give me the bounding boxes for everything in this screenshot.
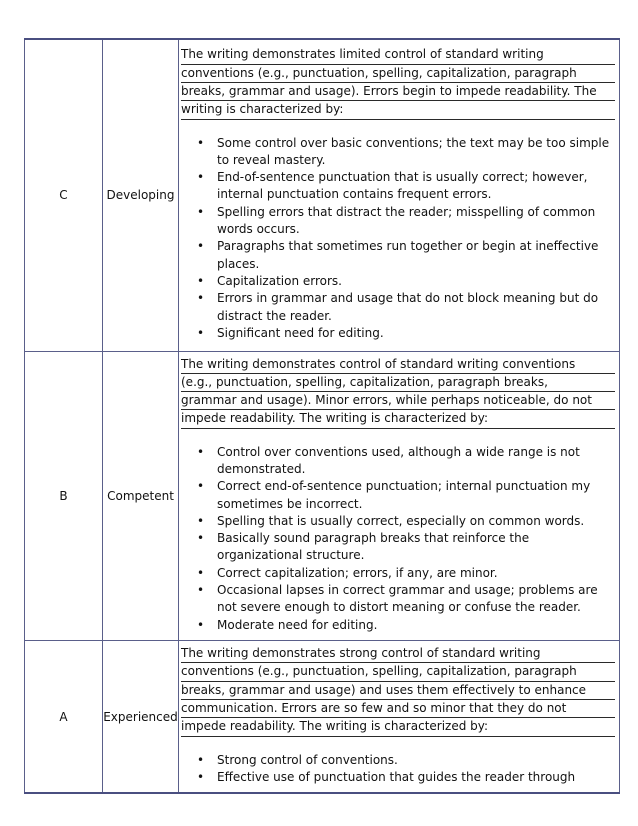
- intro-line: breaks, grammar and usage). Errors begin to impede readability. The: [181, 83, 615, 101]
- list-item-text: Basically sound paragraph breaks that reinforce the organizational structure.: [217, 531, 530, 563]
- list-item: [179, 582, 615, 617]
- list-item: [179, 273, 615, 290]
- bullet-icon: •: [197, 565, 205, 580]
- list-item-text: Strong control of conventions.: [217, 752, 398, 767]
- level-cell: Developing: [103, 39, 179, 351]
- bullet-icon: •: [197, 583, 205, 598]
- bullet-icon: •: [197, 239, 205, 254]
- rubric-row: [25, 640, 620, 793]
- list-item-text: Correct capitalization; errors, if any, are minor.: [217, 565, 498, 580]
- list-item: [179, 565, 615, 582]
- description-cell: [179, 351, 620, 640]
- list-item: [179, 513, 615, 530]
- bullet-icon: •: [197, 170, 205, 185]
- rubric-row: [25, 39, 620, 351]
- level-cell: Competent: [103, 351, 179, 640]
- bullet-icon: •: [197, 444, 205, 459]
- list-item: [179, 204, 615, 239]
- list-item-text: Moderate need for editing.: [217, 617, 378, 632]
- list-item: [179, 617, 615, 634]
- list-item-text: Spelling errors that distract the reader; misspelling of common words occurs.: [217, 204, 596, 237]
- bullet-icon: •: [197, 752, 205, 767]
- intro-line: writing is characterized by:: [181, 101, 615, 119]
- intro-line: communication. Errors are so few and so minor that they do not: [181, 700, 615, 718]
- description-intro: [179, 641, 619, 736]
- score-cell: C: [25, 39, 103, 351]
- bullet-icon: •: [197, 135, 205, 150]
- list-item-text: Significant need for editing.: [217, 325, 384, 340]
- intro-line: (e.g., punctuation, spelling, capitalization, paragraph breaks,: [181, 374, 615, 392]
- score-cell: A: [25, 640, 103, 793]
- description-cell: [179, 39, 620, 351]
- list-item-text: End-of-sentence punctuation that is usually correct; however, internal punctuation contains frequent errors.: [217, 170, 588, 202]
- intro-line: impede readability. The writing is characterized by:: [181, 718, 615, 736]
- level-cell: Experienced: [103, 640, 179, 793]
- list-item-text: Control over conventions used, although a wide range is not demonstrated.: [217, 444, 580, 476]
- intro-line: The writing demonstrates limited control of standard writing: [181, 46, 615, 64]
- rubric-page: [24, 38, 616, 787]
- list-item-text: Effective use of punctuation that guides the reader through: [217, 769, 576, 784]
- characteristics-list: [179, 752, 619, 793]
- list-item-text: Capitalization errors.: [217, 273, 342, 288]
- list-item: [179, 444, 615, 479]
- list-item-text: Paragraphs that sometimes run together or begin at ineffective places.: [217, 239, 599, 271]
- list-item: [179, 325, 615, 342]
- bullet-icon: •: [197, 291, 205, 306]
- intro-line: impede readability. The writing is characterized by:: [181, 410, 615, 428]
- bullet-icon: •: [197, 273, 205, 288]
- list-item-text: Some control over basic conventions; the text may be too simple to reveal mastery.: [217, 135, 610, 167]
- conventions-rubric-table: [24, 38, 620, 794]
- list-item: [179, 169, 615, 204]
- list-item: [179, 752, 615, 769]
- characteristics-list: [179, 444, 619, 640]
- description-cell: [179, 640, 620, 793]
- list-item: [179, 135, 615, 170]
- intro-line: breaks, grammar and usage) and uses them effectively to enhance: [181, 682, 615, 700]
- intro-line: conventions (e.g., punctuation, spelling, capitalization, paragraph: [181, 65, 615, 83]
- intro-line: grammar and usage). Minor errors, while perhaps noticeable, do not: [181, 392, 615, 410]
- list-item: [179, 478, 615, 513]
- intro-line: The writing demonstrates strong control of standard writing: [181, 645, 615, 663]
- description-intro: [179, 352, 619, 429]
- intro-line: conventions (e.g., punctuation, spelling, capitalization, paragraph: [181, 663, 615, 681]
- list-item: [179, 290, 615, 325]
- description-intro: [179, 42, 619, 119]
- list-item-text: Correct end-of-sentence punctuation; internal punctuation my sometimes be incorrect.: [217, 479, 591, 511]
- list-item-text: Spelling that is usually correct, especially on common words.: [217, 513, 585, 528]
- score-cell: B: [25, 351, 103, 640]
- characteristics-list: [179, 135, 619, 349]
- bullet-icon: •: [197, 513, 205, 528]
- bullet-icon: •: [197, 325, 205, 340]
- intro-line: The writing demonstrates control of standard writing conventions: [181, 356, 615, 374]
- bullet-icon: •: [197, 617, 205, 632]
- bullet-icon: •: [197, 479, 205, 494]
- bullet-icon: •: [197, 204, 205, 219]
- bullet-icon: •: [197, 769, 205, 784]
- list-item-text: Occasional lapses in correct grammar and usage; problems are not severe enough to distort meaning or confuse the reader.: [217, 583, 598, 615]
- list-item-text: Errors in grammar and usage that do not block meaning but do distract the reader.: [217, 291, 599, 323]
- list-item: [179, 530, 615, 565]
- bullet-icon: •: [197, 531, 205, 546]
- rubric-row: [25, 351, 620, 640]
- list-item: [179, 238, 615, 273]
- list-item: [179, 769, 615, 786]
